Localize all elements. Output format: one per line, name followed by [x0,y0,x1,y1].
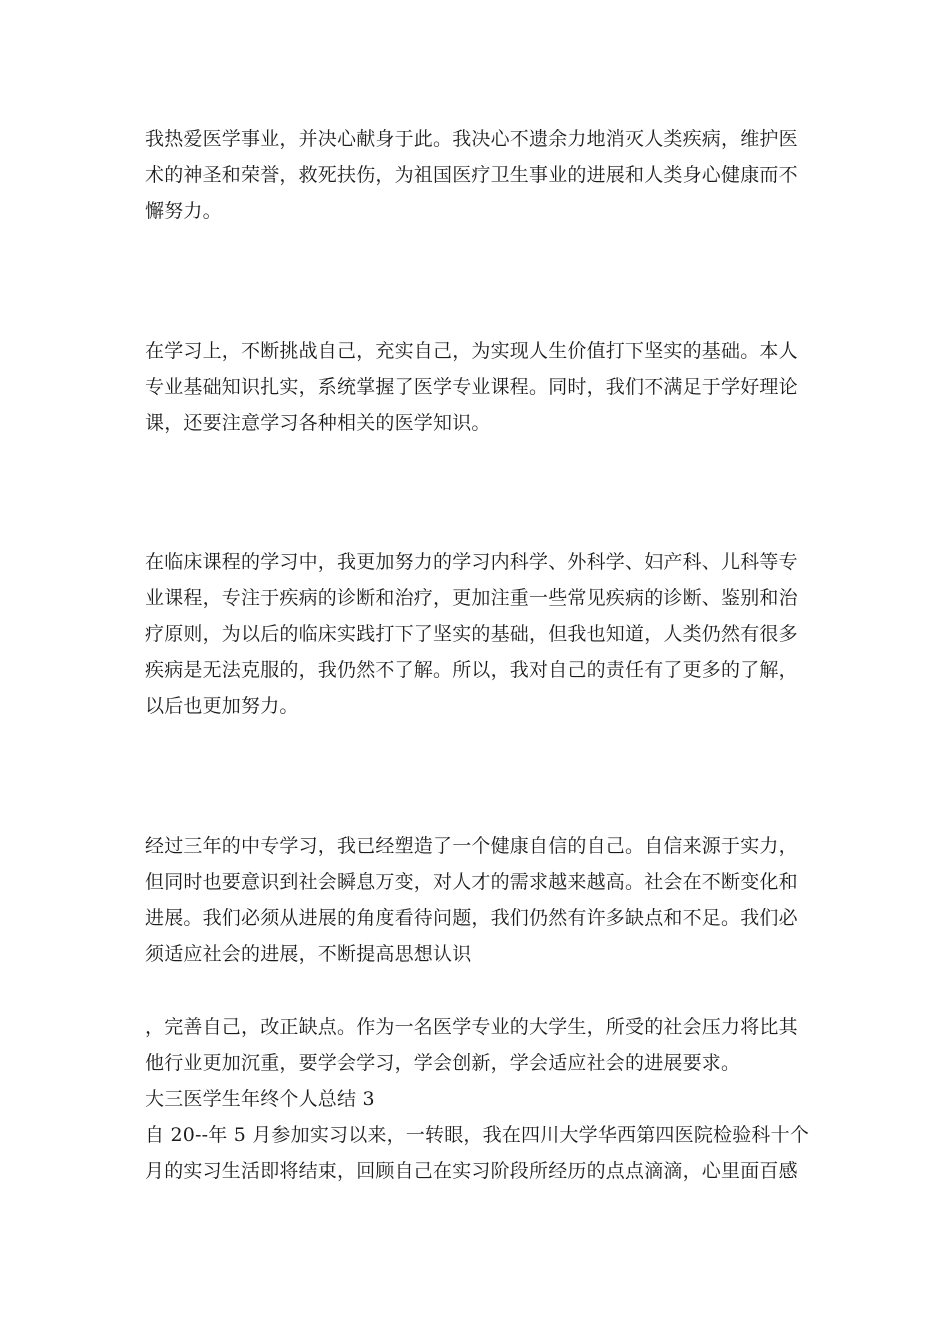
text-line: 月的实习生活即将结束，回顾自己在实习阶段所经历的点点滴滴，心里面百感 [145,1160,798,1182]
text-line: 在临床课程的学习中，我更加努力的学习内科学、外科学、妇产科、儿科等专 [145,551,798,573]
text-line: 疾病是无法克服的，我仍然不了解。所以，我对自己的责任有了更多的了解， [145,659,798,681]
text-line: 进展。我们必须从进展的角度看待问题，我们仍然有许多缺点和不足。我们必 [145,907,798,929]
text-line: 但同时也要意识到社会瞬息万变，对人才的需求越来越高。社会在不断变化和 [145,871,798,893]
text-line: ，完善自己，改正缺点。作为一名医学专业的大学生，所受的社会压力将比其 [145,1016,798,1038]
text-line: 以后也更加努力。 [145,695,299,717]
text-line: 自 20--年 5 月参加实习以来，一转眼，我在四川大学华西第四医院检验科十个 [145,1124,810,1146]
text-line: 经过三年的中专学习，我已经塑造了一个健康自信的自己。自信来源于实力， [145,835,798,857]
text-line: 业课程，专注于疾病的诊断和治疗，更加注重一些常见疾病的诊断、鉴别和治 [145,587,798,609]
text-line: 课，还要注意学习各种相关的医学知识。 [145,412,491,434]
text-line: 疗原则，为以后的临床实践打下了坚实的基础，但我也知道，人类仍然有很多 [145,623,798,645]
text-line: 我热爱医学事业，并决心献身于此。我决心不遗余力地消灭人类疾病，维护医 [145,128,798,150]
section-heading: 大三医学生年终个人总结 3 [145,1088,375,1110]
text-line: 他行业更加沉重，要学会学习，学会创新，学会适应社会的进展要求。 [145,1052,741,1074]
text-line: 在学习上，不断挑战自己，充实自己，为实现人生价值打下坚实的基础。本人 [145,340,798,362]
text-line: 专业基础知识扎实，系统掌握了医学专业课程。同时，我们不满足于学好理论 [145,376,798,398]
text-line: 懈努力。 [145,200,222,222]
text-line: 须适应社会的进展，不断提高思想认识 [145,943,472,965]
text-line: 术的神圣和荣誉，救死扶伤，为祖国医疗卫生事业的进展和人类身心健康而不 [145,164,798,186]
